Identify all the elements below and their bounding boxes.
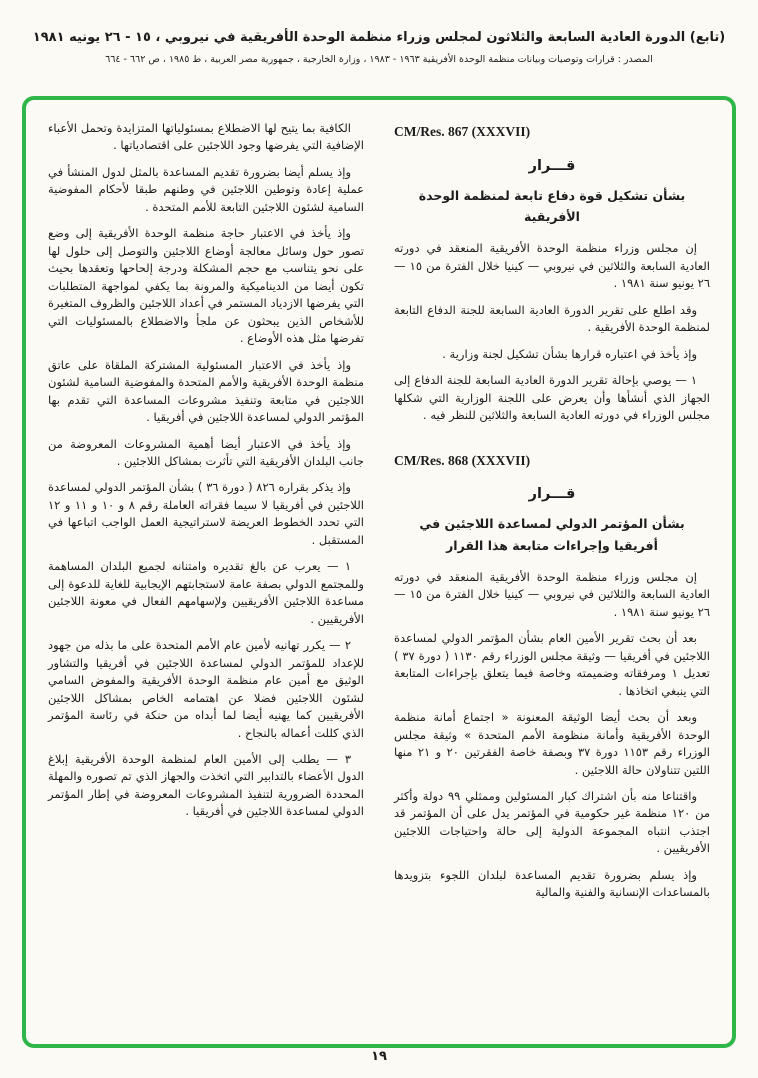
- right-column: [394, 120, 710, 1030]
- paragraph: وإذ يأخذ في الاعتبار المسئولية المشتركة الملقاة على عاتق منظمة الوحدة الأفريقية والأمم المتحدة والمفوضية السامية لشئون اللاجئين في متابعة وتنفيذ مشروعات المساعدة التي تقدم بها المؤتمر الدولي لمساعدة اللاجئين في أفريقيا .: [48, 357, 364, 425]
- paragraph: ١ — يعرب عن بالغ تقديره وامتنانه لجميع البلدان المساهمة وللمجتمع الدولي بصفة عامة لاستجابتهم الإيجابية للغاية للدعوة إلى مساعدة اللاجئين الأفريقيين ولإسهامهم الفعال في معونة اللاجئين الأفريقيين .: [48, 559, 364, 626]
- paragraph: واقتناعا منه بأن اشتراك كبار المسئولين وممثلي ٩٩ دولة وأكثر من ١٢٠ منظمة غير حكومية في المؤتمر يدل على أن المؤتمر قد اجتذب انتباه المجموعة الدولية إلى حالة واحتياجات اللاجئين الأفريقيين .: [394, 788, 710, 856]
- paragraph: وإذ يأخذ في اعتباره قرارها بشأن تشكيل لجنة وزارية .: [442, 346, 697, 361]
- paragraph: ٣ — يطلب إلى الأمين العام لمنظمة الوحدة الأفريقية إبلاغ الدول الأعضاء بالتدابير التي اتخذت والجهاز الذي تم تصوره والمهلة المحددة الضرورية لتنفيذ المشروعات المعروضة في إطار المؤتمر الدولي لمساعدة اللاجئين في أفريقيا .: [48, 752, 364, 819]
- paragraph: وإذ يذكر بقراره ٨٢٦ ( دورة ٣٦ ) بشأن المؤتمر الدولي لمساعدة اللاجئين في أفريقيا لا سيما فقراته العاملة رقم ٨ و ١٠ و ١١ و ١٢ التي تحدد الخطوط العريضة لاستراتيجية العمل الواجب اتباعها في المستقبل .: [48, 480, 364, 547]
- resolution-868-heading: قـــرار: [528, 486, 576, 503]
- paragraph: ١ — يوصي بإحالة تقرير الدورة العادية السابعة للجنة الدفاع إلى الجهاز الذي أنشأها وأن يعرض على اللجنة الوزارية التي شكلها مجلس الوزراء في دورته العادية السابعة والثلاثين للنظر فيه .: [394, 373, 710, 423]
- paragraph: ٢ — يكرر تهانيه لأمين عام الأمم المتحدة على ما بذله من جهود للإعداد للمؤتمر الدولي لمساعدة اللاجئين في أفريقيا والتشاور الوثيق مع أمين عام منظمة الوحدة الأفريقية والمفوض السامي لشئون اللاجئين فضلا عن اهتمامه الخاص بمشاكل اللاجئين الأفريقيين كما يهنيه أيضا لما أبداه من حنكة في رئاسة المؤتمر الذي كللت أعماله بالنجاح .: [48, 638, 364, 740]
- resolution-868-id: CM/Res. 868 (XXXVII): [394, 452, 531, 468]
- paragraph: الكافية بما يتيح لها الاضطلاع بمسئولياتها المتزايدة وتحمل الأعباء الإضافية التي يفرضها وجود اللاجئين على اقتصادياتها .: [48, 121, 364, 153]
- paragraph: إن مجلس وزراء منظمة الوحدة الأفريقية المنعقد في دورته العادية السابعة والثلاثين في نيروبي — كينيا خلال الفترة من ١٥ — ٢٦ يونيو سنة ١٩٨١ .: [394, 569, 711, 619]
- resolution-868-subject: بشأن المؤتمر الدولي لمساعدة اللاجئين في أفريقيا وإجراءات متابعة هذا القرار: [419, 516, 685, 553]
- page-number: ١٩: [371, 1049, 387, 1064]
- two-column-layout: [48, 120, 710, 1030]
- paragraph: وإذ يسلم بضرورة تقديم المساعدة لبلدان اللجوء بتزويدها بالمساعدات الإنسانية والفنية والمالية: [394, 867, 710, 900]
- paragraph: وقد اطلع على تقرير الدورة العادية السابعة للجنة الدفاع التابعة لمنظمة الوحدة الأفريقية .: [394, 302, 710, 335]
- resolution-867-heading: قـــرار: [528, 157, 576, 174]
- paragraph: وإذ يأخذ في الاعتبار حاجة منظمة الوحدة الأفريقية إلى وضع تصور حول وسائل معالجة أوضاع اللاجئين والتوصل إلى حلول لها على نحو يتناسب مع حجم المشكلة ودرجة إلحاحها وتعقدها بحيث تكون أيضا من الديناميكية والمرونة بما يكفي لمواجهة المتطلبات التي يفرضها الازدياد المستمر في أعداد اللاجئين والظروف المتغيرة للأشخاص الذين يبحثون عن ملجأ والاضطلاع بالمسئوليات التي تفرضها مثل هذه الأوضاع .: [48, 226, 364, 346]
- paragraph: وإذ يسلم أيضا بضرورة تقديم المساعدة بالمثل لدول المنشأ في عملية إعادة وتوطين اللاجئين في وطنهم طبقا لأحكام المفوضية السامية لشئون اللاجئين التابعة للأمم المتحدة .: [48, 164, 364, 214]
- paragraph: وإذ يأخذ في الاعتبار أيضا أهمية المشروعات المعروضة من جانب البلدان الأفريقية التي تأثرت بمشاكل اللاجئين .: [48, 436, 364, 468]
- left-column: [48, 120, 364, 1030]
- header-source-note: المصدر : قرارات وتوصيات وبيانات منظمة الوحدة الأفريقية ١٩٦٣ - ١٩٨٣ ، وزارة الخارجية ، جمهورية مصر العربية ، ط ١٩٨٥ ، ص ٦٦٢ - ٦٦٤: [105, 54, 653, 65]
- document-header: [0, 30, 758, 65]
- paragraph: إن مجلس وزراء منظمة الوحدة الأفريقية المنعقد في دورته العادية السابعة والثلاثين في نيروبي — كينيا خلال الفترة من ١٥ — ٢٦ يونيو سنة ١٩٨١ .: [394, 241, 711, 291]
- resolution-867-id: CM/Res. 867 (XXXVII): [394, 124, 531, 139]
- paragraph: بعد أن بحث تقرير الأمين العام بشأن المؤتمر الدولي لمساعدة اللاجئين في أفريقيا — وثيقة مجلس الوزراء رقم ١١٣٠ ( دورة ٣٧ ) تعديل ١ ومرفقاته وضميمته وخاصة فيما يتعلق بإجراءات المتابعة التي ينبغي اتخاذها .: [394, 631, 710, 698]
- paragraph: وبعد أن بحث أيضا الوثيقة المعنونة « اجتماع أمانة منظمة الوحدة الأفريقية وأمانة منظومة الأمم المتحدة » وثيقة مجلس الوزراء رقم ١١٥٣ دورة ٣٧ وبصفة خاصة الفقرتين ٢٠ و ٢١ منها اللتين تتناولان حالة اللاجئين .: [394, 710, 710, 777]
- content-frame: [22, 96, 736, 1048]
- resolution-867-subject: بشأن تشكيل قوة دفاع تابعة لمنظمة الوحدة الأفريقية: [418, 187, 686, 225]
- header-session-title: (تابع) الدورة العادية السابعة والثلاثون لمجلس وزراء منظمة الوحدة الأفريقية في نيروبي ، ١٥ - ٢٦ يونيه ١٩٨١: [32, 30, 726, 45]
